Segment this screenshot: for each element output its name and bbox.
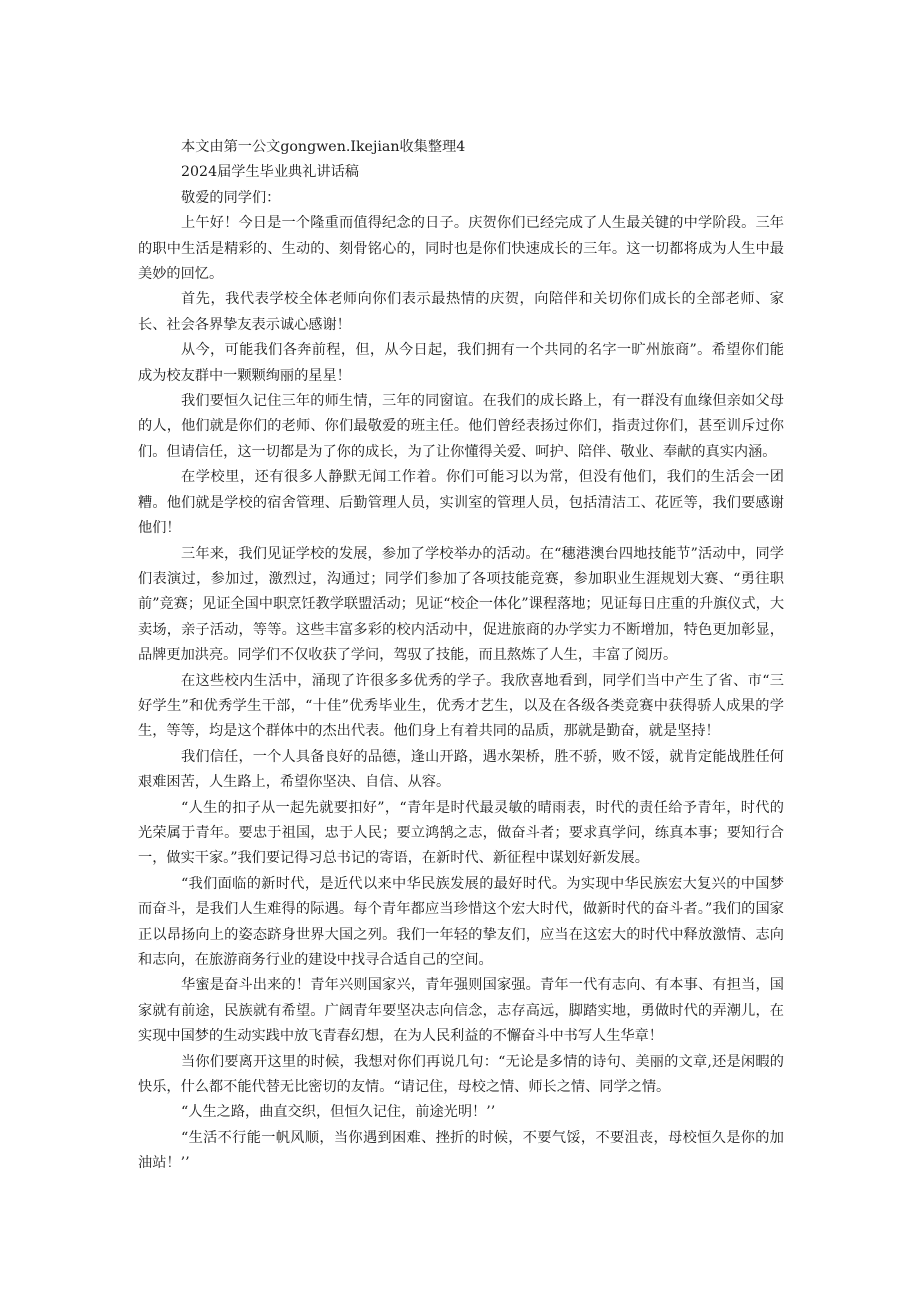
- source-line: 本文由第一公文gongwen.Ikejian收集整理4: [181, 139, 466, 155]
- document-title: 2024届学生毕业典礼讲话稿: [181, 164, 359, 181]
- paragraph: “人生的扣子从一起先就要扣好”，“青年是时代最灵敏的晴雨表，时代的责任给予青年，时代的光荣属于青年。要忠于祖国，忠于人民；要立鸿鹄之志，做奋斗者；要求真学问，练真本事；要知行合一，做实干家。”我们要记得习总书记的寄语，在新时代、新征程中谋划好新发展。: [138, 799, 784, 867]
- paragraph: 上午好！今日是一个隆重而值得纪念的日子。庆贺你们已经完成了人生最关键的中学阶段。三年的职中生活是精彩的、生动的、刻骨铭心的，同时也是你们快速成长的三年。这一切都将成为人生中最美妙的回忆。: [138, 215, 784, 283]
- paragraph: 在这些校内生活中，涌现了许很多多优秀的学子。我欣喜地看到，同学们当中产生了省、市“三好学生”和优秀学生干部，“十佳”优秀毕业生，优秀才艺生，以及在各级各类竞赛中获得骄人成果的学生，等等，均是这个群体中的杰出代表。他们身上有着共同的品质，那就是勤奋，就是坚持！: [138, 672, 784, 740]
- paragraph: 我们要恒久记住三年的师生情，三年的同窗谊。在我们的成长路上，有一群没有血缘但亲如父母的人，他们就是你们的老师、你们最敬爱的班主任。他们曾经表扬过你们，指责过你们，甚至训斥过你们。但请信任，这一切都是为了你的成长，为了让你懂得关爱、呵护、陪伴、敬业、奉献的真实内涵。: [138, 393, 784, 460]
- paragraph: 首先，我代表学校全体老师向你们表示最热情的庆贺，向陪伴和关切你们成长的全部老师、家长、社会各界挚友表示诚心感谢！: [138, 291, 784, 333]
- paragraph: 当你们要离开这里的时候，我想对你们再说几句：“无论是多情的诗句、美丽的文章,还是闲暇的快乐，什么都不能代替无比密切的友情。“请记住，母校之情、师长之情、同学之情。: [138, 1053, 784, 1096]
- paragraph: “生活不行能一帆风顺，当你遇到困难、挫折的时候，不要气馁，不要沮丧，母校恒久是你的加油站！’’: [138, 1129, 784, 1172]
- paragraph: 从今，可能我们各奔前程，但，从今日起，我们拥有一个共同的名字一旷州旅商”。希望你们能成为校友群中一颗颗绚丽的星星！: [138, 342, 784, 384]
- paragraph: “人生之路，曲直交织，但恒久记住，前途光明！’’: [181, 1104, 496, 1121]
- paragraph: 华蜜是奋斗出来的！青年兴则国家兴，青年强则国家强。青年一代有志向、有本事、有担当，国家就有前途，民族就有希望。广阔青年要坚决志向信念，志存高远，脚踏实地，勇做时代的弄潮儿，在实现中国梦的生动实践中放飞青春幻想，在为人民利益的不懈奋斗中书写人生华章！: [138, 977, 784, 1045]
- document-body: [138, 135, 784, 1177]
- salutation: 敬爱的同学们：: [181, 189, 281, 206]
- paragraph: “我们面临的新时代，是近代以来中华民族发展的最好时代。为实现中华民族宏大复兴的中国梦而奋斗，是我们人生难得的际遇。每个青年都应当珍惜这个宏大时代，做新时代的奋斗者。”我们的国家正以昂扬向上的姿态跻身世界大国之列。我们一年轻的挚友们，应当在这宏大的时代中释放激情、志向和志向，在旅游商务行业的建设中找寻合适自己的空间。: [138, 875, 784, 968]
- paragraph: 三年来，我们见证学校的发展，参加了学校举办的活动。在“穗港澳台四地技能节”活动中，同学们表演过，参加过，激烈过，沟通过；同学们参加了各项技能竞赛，参加职业生涯规划大赛、“勇往职前”竞赛；见证全国中职烹饪教学联盟活动；见证“校企一体化”课程落地；见证每日庄重的升旗仪式，大卖场，亲子活动，等等。这些丰富多彩的校内活动中，促进旅商的办学实力不断增加，特色更加彰显，品牌更加洪亮。同学们不仅收获了学问，驾驭了技能，而且熬炼了人生，丰富了阅历。: [138, 545, 785, 664]
- paragraph: 我们信任，一个人具备良好的品德，逢山开路，遇水架桥，胜不骄，败不馁，就肯定能战胜任何艰难困苦，人生路上，希望你坚决、自信、从容。: [138, 748, 784, 791]
- paragraph: 在学校里，还有很多人静默无闻工作着。你们可能习以为常，但没有他们，我们的生活会一团糟。他们就是学校的宿舍管理、后勤管理人员，实训室的管理人员，包括清洁工、花匠等，我们要感谢他们！: [138, 469, 784, 537]
